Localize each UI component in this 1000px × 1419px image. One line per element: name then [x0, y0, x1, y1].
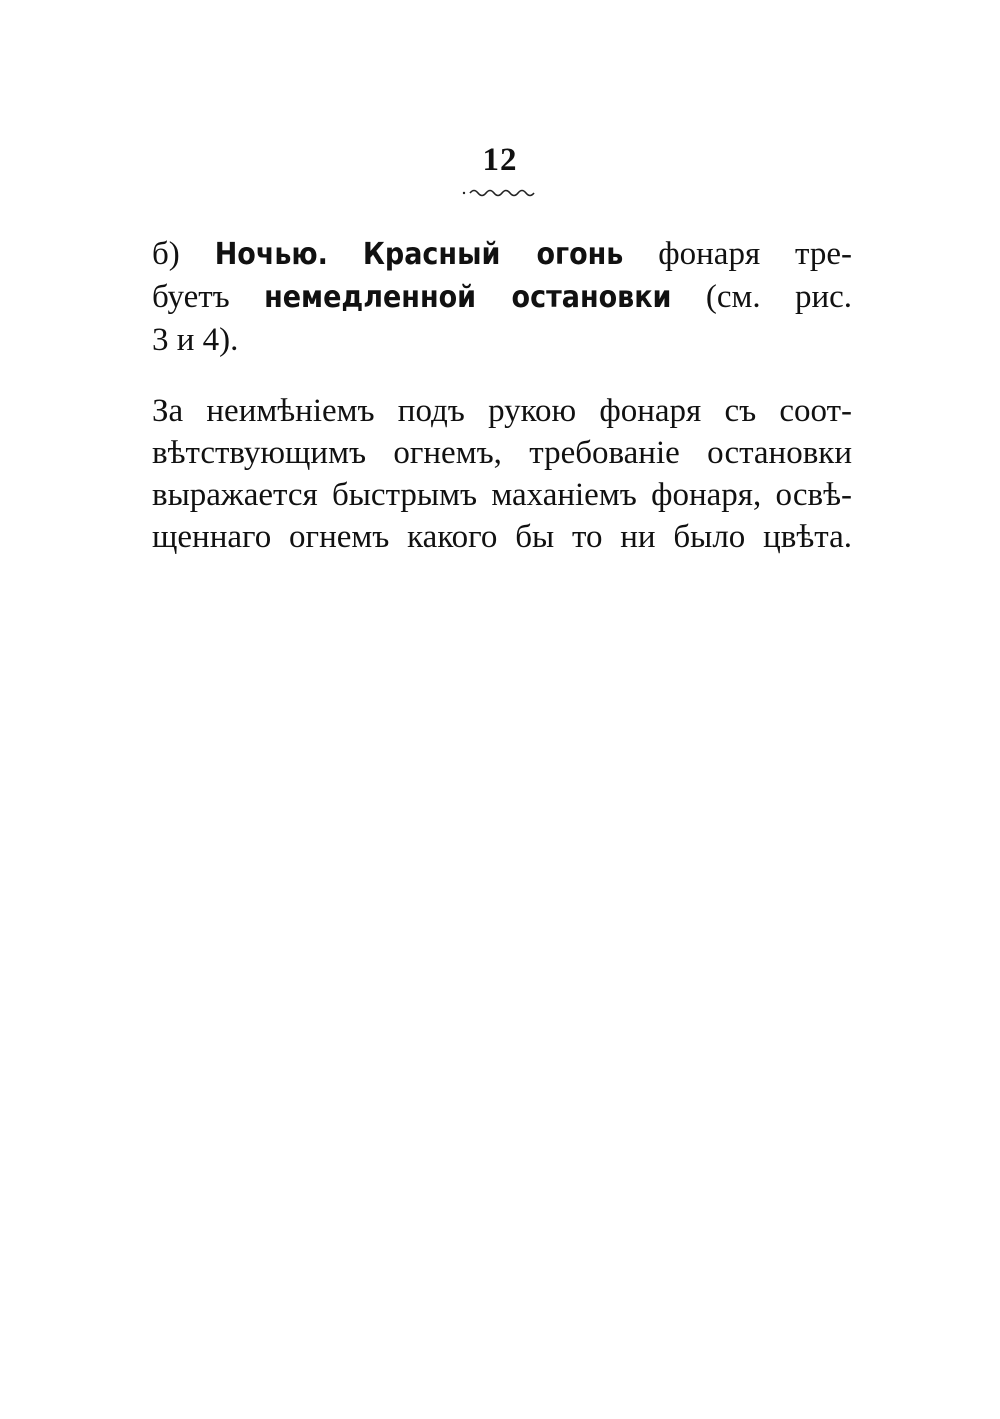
text-line: вѣтствующимъ огнемъ, требованіе остановки: [152, 435, 852, 471]
bold-term-night: Ночью.: [214, 237, 328, 272]
text-line: За неимѣніемъ подъ рукою фонаря съ соот-: [152, 393, 852, 429]
text-run: б): [152, 236, 215, 272]
wavy-rule-ornament: [460, 186, 540, 198]
paragraph-night-signal: [152, 233, 852, 361]
bold-term-immediate-stop: немедленной остановки: [264, 280, 672, 315]
text-line: [152, 276, 852, 319]
text-run: [328, 236, 363, 272]
text-line: выражается быстрымъ маханіемъ фонаря, освѣ-: [152, 477, 852, 513]
bold-term-red-light: Красный огонь: [362, 237, 624, 272]
page-number: 12: [482, 142, 518, 178]
text-run: (см. рис.: [671, 279, 853, 315]
text-line: щеннаго огнемъ какого бы то ни было цвѣта.: [152, 519, 852, 555]
text-run: буетъ: [152, 279, 265, 315]
paragraph-no-lantern: [152, 390, 852, 558]
text-line: [152, 233, 852, 276]
text-run: фонаря тре-: [623, 236, 853, 272]
text-line: 3 и 4).: [152, 322, 239, 358]
